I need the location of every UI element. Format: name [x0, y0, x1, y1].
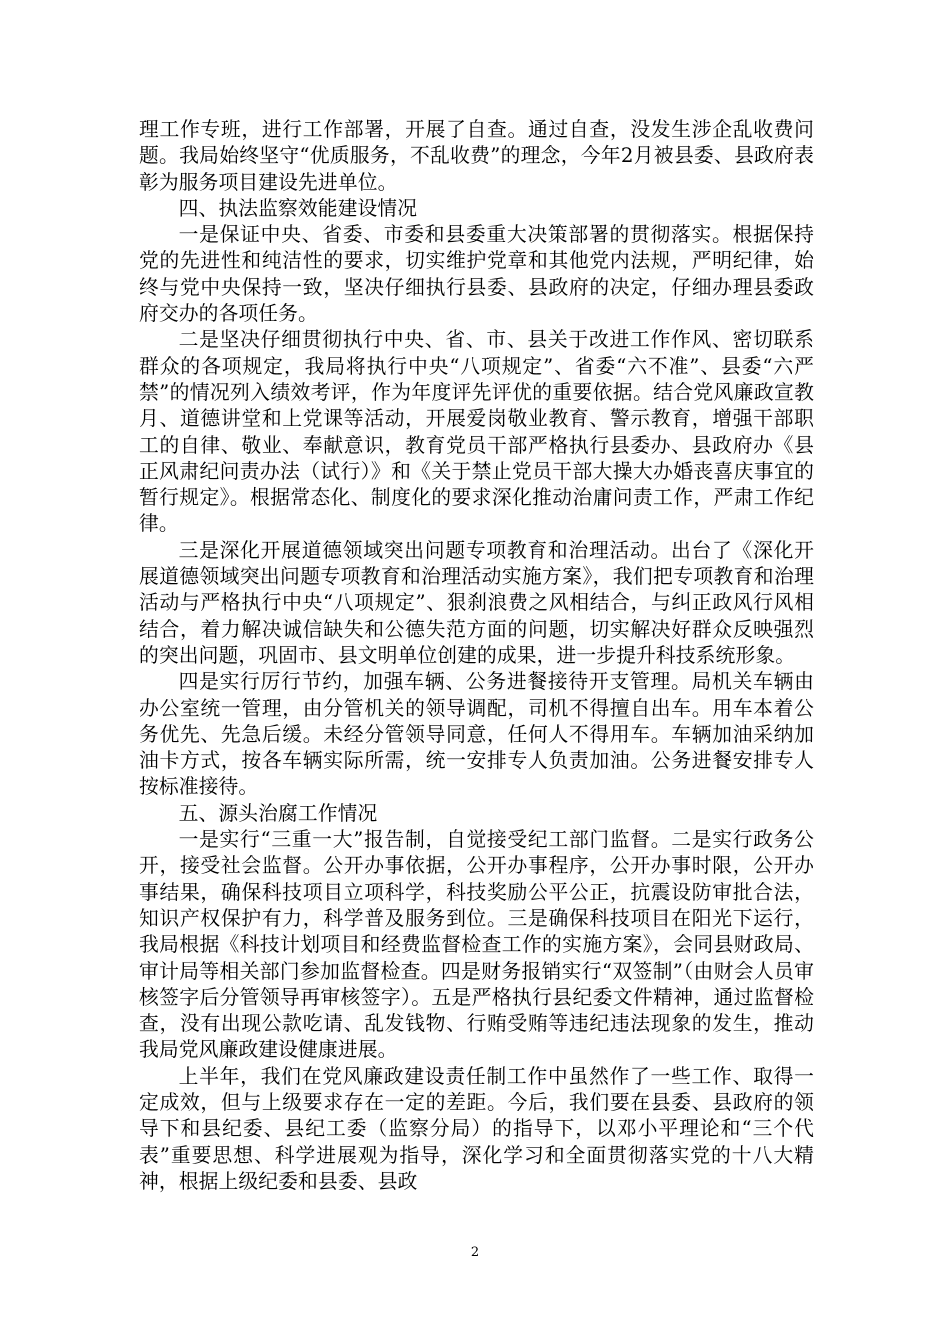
paragraph: 上半年，我们在党风廉政建设责任制工作中虽然作了一些工作、取得一定成效，但与上级要求存在一定的差距。今后，我们要在县委、县政府的领导下和县纪委、县纪工委（监察分局）的指导下，以邓小平理论和“三个代表”重要思想、科学进展观为指导，深化学习和全面贯彻落实党的十八大精神，根据上级纪委和县委、县政: [139, 1064, 814, 1193]
paragraph: 四是实行厉行节约，加强车辆、公务进餐接待开支管理。局机关车辆由办公室统一管理，由分管机关的领导调配，司机不得擅自出车。用车本着公务优先、先急后缓。未经分管领导同意，任何人不得用车。车辆加油采纳加油卡方式，按各车辆实际所需，统一安排专人负责加油。公务进餐安排专人按标准接待。: [139, 670, 814, 799]
page-number: 2: [470, 1245, 480, 1260]
paragraph: 二是坚决仔细贯彻执行中央、省、市、县关于改进工作作风、密切联系群众的各项规定，我局将执行中央“八项规定”、省委“六不准”、县委“六严禁”的情况列入绩效考评，作为年度评先评优的重要依据。结合党风廉政宣教月、道德讲堂和上党课等活动，开展爱岗敬业教育、警示教育，增强干部职工的自律、敬业、奉献意识，教育党员干部严格执行县委办、县政府办《县正风肃纪问责办法（试行）》和《关于禁止党员干部大操大办婚丧喜庆事宜的暂行规定》。根据常态化、制度化的要求深化推动治庸问责工作，严肃工作纪律。: [139, 328, 814, 536]
paragraph: 三是深化开展道德领域突出问题专项教育和治理活动。出台了《深化开展道德领域突出问题专项教育和治理活动实施方案》，我们把专项教育和治理活动与严格执行中央“八项规定”、狠刹浪费之风相结合，与纠正政风行风相结合，着力解决诚信缺失和公德失范方面的问题，切实解决好群众反映强烈的突出问题，巩固市、县文明单位创建的成果，进一步提升科技系统形象。: [139, 538, 814, 667]
document-body: [139, 117, 814, 1195]
paragraph: 一是实行“三重一大”报告制，自觉接受纪工部门监督。二是实行政务公开，接受社会监督。公开办事依据，公开办事程序，公开办事时限，公开办事结果，确保科技项目立项科学，科技奖励公平公正，抗震设防审批合法，知识产权保护有力，科学普及服务到位。三是确保科技项目在阳光下运行，我局根据《科技计划项目和经费监督检查工作的实施方案》，会同县财政局、审计局等相关部门参加监督检查。四是财务报销实行“双签制”（由财会人员审核签字后分管领导再审核签字）。五是严格执行县纪委文件精神，通过监督检查，没有出现公款吃请、乱发钱物、行贿受贿等违纪违法现象的发生，推动我局党风廉政建设健康进展。: [139, 828, 814, 1062]
section-heading: 四、执法监察效能建设情况: [178, 196, 418, 220]
paragraph: 一是保证中央、省委、市委和县委重大决策部署的贯彻落实。根据保持党的先进性和纯洁性的要求，切实维护党章和其他党内法规，严明纪律，始终与党中央保持一致，坚决仔细执行县委、县政府的决定，仔细办理县委政府交办的各项任务。: [139, 223, 814, 326]
paragraph: 理工作专班，进行工作部署，开展了自查。通过自查，没发生涉企乱收费问题。我局始终坚守“优质服务，不乱收费”的理念，今年2月被县委、县政府表彰为服务项目建设先进单位。: [139, 118, 814, 194]
section-heading: 五、源头治腐工作情况: [178, 801, 378, 825]
